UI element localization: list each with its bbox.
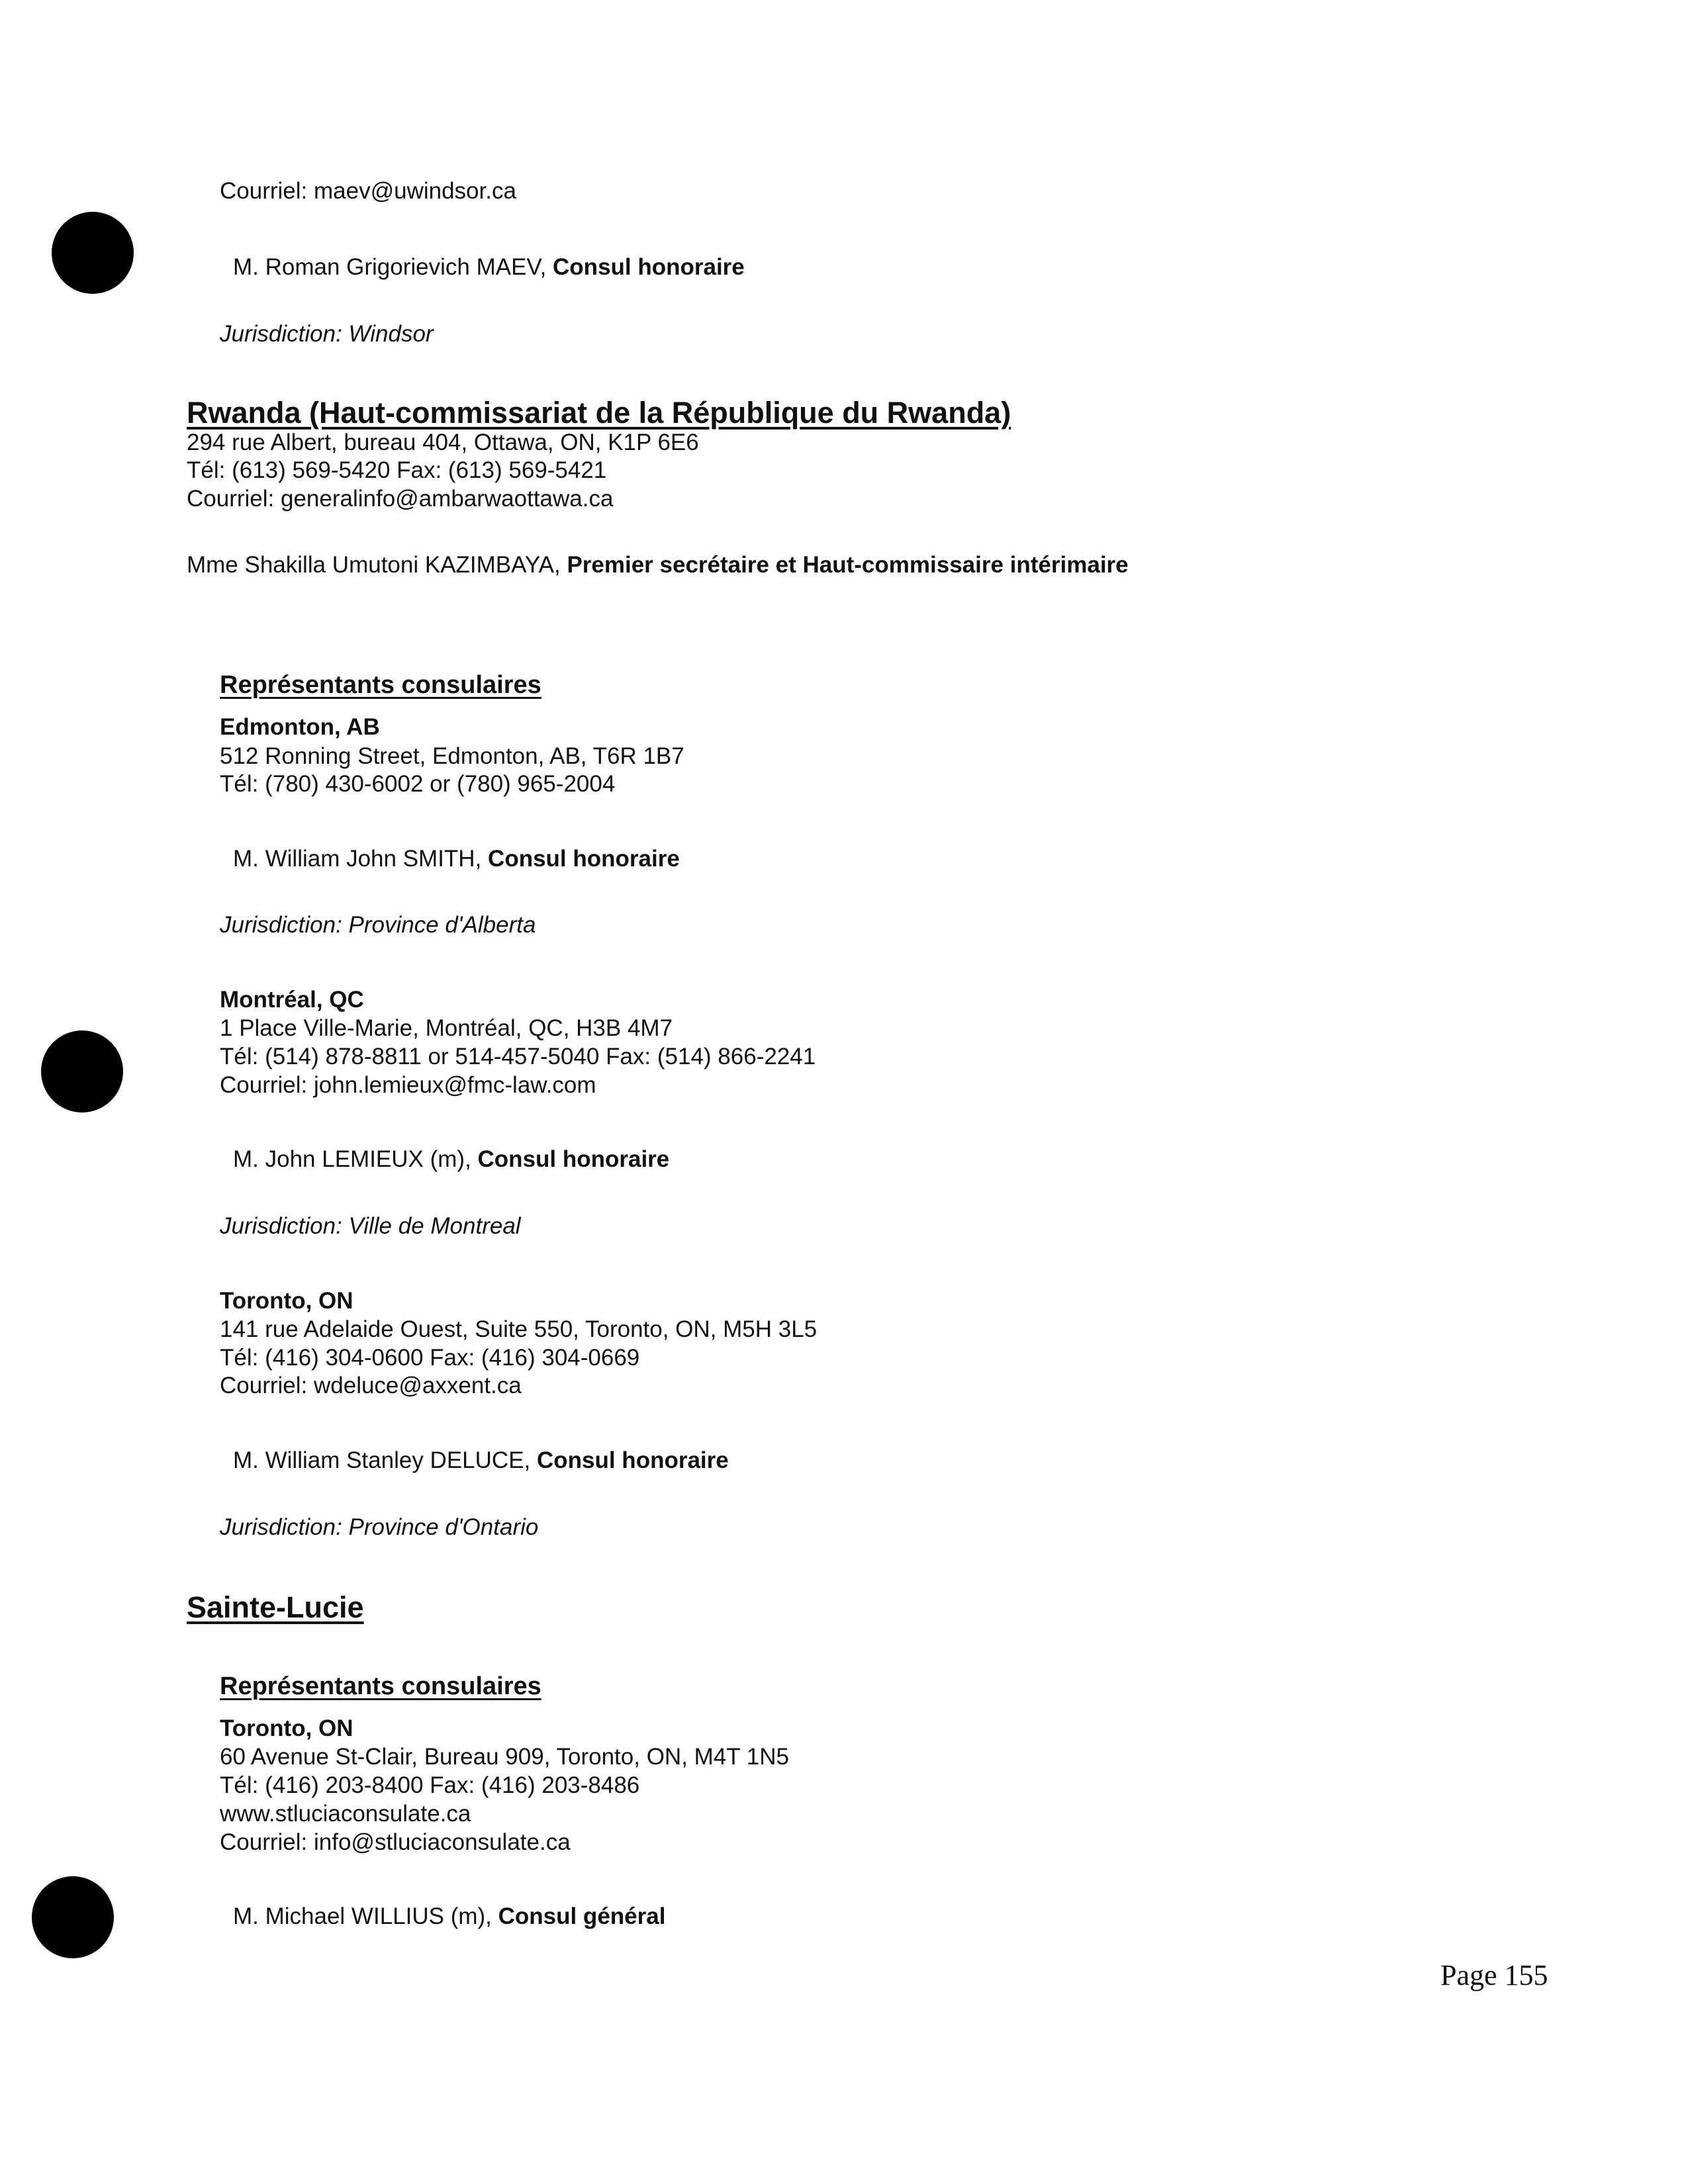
office-email: Courriel: wdeluce@axxent.ca [220,1373,522,1398]
country-heading-rwanda: Rwanda (Haut-commissariat de la République du Rwanda) [187,396,1011,430]
person-name: M. Michael WILLIUS (m), [233,1903,498,1929]
person-name: Mme Shakilla Umutoni KAZIMBAYA, [187,552,567,578]
section-heading-consular: Représentants consulaires [220,1672,541,1700]
top-person [233,253,745,281]
office-city-toronto: Toronto, ON [220,1288,353,1314]
country-heading-sainte-lucie: Sainte-Lucie [187,1590,364,1624]
punch-hole-bottom [32,1876,114,1958]
person-title: Consul honoraire [477,1146,670,1172]
office-address: 141 rue Adelaide Ouest, Suite 550, Toronto, ON, M5H 3L5 [220,1316,818,1342]
person-title: Consul général [498,1903,666,1929]
office-person [233,845,680,873]
office-city-toronto: Toronto, ON [220,1715,353,1741]
person-title: Premier secrétaire et Haut-commissaire intérimaire [567,552,1129,578]
person-name: M. Roman Grigorievich MAEV, [233,254,553,280]
office-address: 512 Ronning Street, Edmonton, AB, T6R 1B7 [220,743,684,769]
office-address: 1 Place Ville-Marie, Montréal, QC, H3B 4M7 [220,1015,673,1041]
office-jurisdiction: Jurisdiction: Province d'Alberta [220,912,536,938]
office-email: Courriel: info@stluciaconsulate.ca [220,1829,571,1855]
person-name: M. William Stanley DELUCE, [233,1447,537,1473]
office-city-montreal: Montréal, QC [220,987,364,1013]
office-person [233,1146,669,1173]
rwanda-person [187,551,1129,579]
office-city-edmonton: Edmonton, AB [220,714,380,740]
person-name: M. John LEMIEUX (m), [233,1146,478,1172]
person-title: Consul honoraire [488,846,680,872]
office-email: Courriel: john.lemieux@fmc-law.com [220,1072,596,1098]
person-name: M. William John SMITH, [233,846,489,872]
rwanda-phone: Tél: (613) 569-5420 Fax: (613) 569-5421 [187,457,607,483]
office-address: 60 Avenue St-Clair, Bureau 909, Toronto, ON, M4T 1N5 [220,1744,789,1770]
office-person [233,1903,665,1931]
office-phone: Tél: (416) 203-8400 Fax: (416) 203-8486 [220,1772,640,1798]
rwanda-email: Courriel: generalinfo@ambarwaottawa.ca [187,486,614,512]
punch-hole-middle [41,1030,123,1113]
punch-hole-top [52,212,134,294]
office-phone: Tél: (416) 304-0600 Fax: (416) 304-0669 [220,1345,640,1371]
office-phone: Tél: (514) 878-8811 or 514-457-5040 Fax: (514) 866-2241 [220,1044,816,1069]
section-heading-consular: Représentants consulaires [220,671,541,699]
page-number: Page 155 [1440,1959,1548,1991]
top-jurisdiction: Jurisdiction: Windsor [220,321,434,347]
office-website: www.stluciaconsulate.ca [220,1801,471,1827]
rwanda-address: 294 rue Albert, bureau 404, Ottawa, ON, K1P 6E6 [187,430,699,455]
person-title: Consul honoraire [536,1447,729,1473]
office-jurisdiction: Jurisdiction: Ville de Montreal [220,1213,521,1239]
office-phone: Tél: (780) 430-6002 or (780) 965-2004 [220,771,616,797]
top-email: Courriel: maev@uwindsor.ca [220,178,516,204]
person-title: Consul honoraire [553,254,745,280]
office-person [233,1447,729,1475]
office-jurisdiction: Jurisdiction: Province d'Ontario [220,1514,539,1540]
